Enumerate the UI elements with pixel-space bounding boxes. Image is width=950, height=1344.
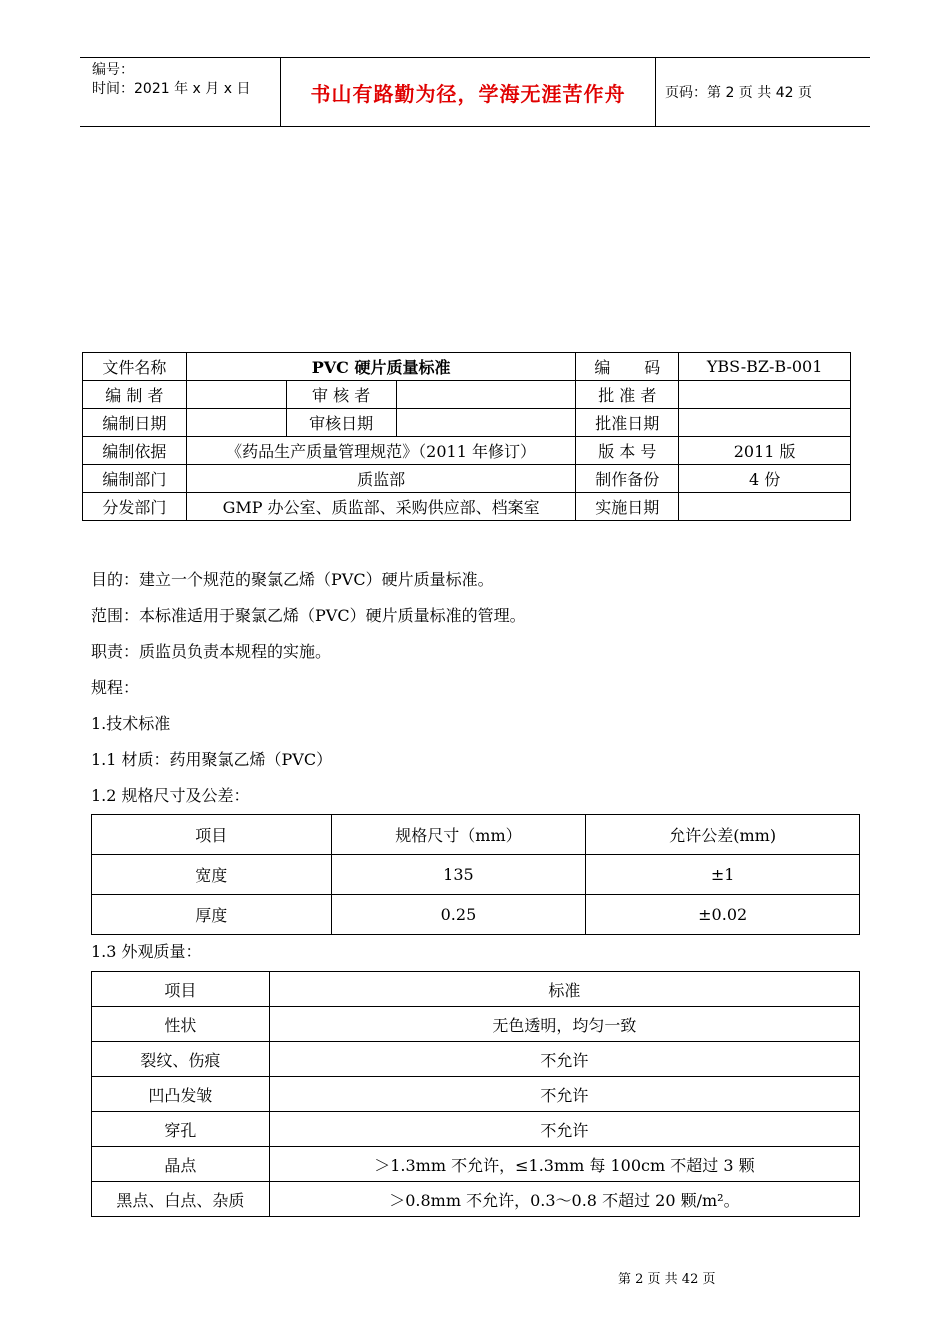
version-value: 2011 版	[679, 437, 851, 465]
header-page-info: 页码：第 2 页 共 42 页	[665, 85, 812, 101]
review-date-value	[396, 409, 576, 437]
table-cell: 性状	[92, 1007, 270, 1042]
reviewer-label: 审 核 者	[286, 381, 396, 409]
purpose-text: 目的：建立一个规范的聚氯乙烯（PVC）硬片质量标准。	[91, 570, 494, 589]
implementation-date-value	[679, 493, 851, 521]
table-row	[83, 353, 851, 381]
author-label: 编 制 者	[83, 381, 187, 409]
column-header: 标准	[269, 972, 859, 1007]
scope-text: 范围：本标准适用于聚氯乙烯（PVC）硬片质量标准的管理。	[91, 606, 526, 625]
copies-value: 4 份	[679, 465, 851, 493]
table-cell: ＞0.8mm 不允许，0.3～0.8 不超过 20 颗/m²。	[269, 1182, 859, 1217]
column-header: 允许公差(mm)	[586, 815, 860, 855]
version-label: 版 本 号	[576, 437, 679, 465]
table-cell: 黑点、白点、杂质	[92, 1182, 270, 1217]
table-cell: 不允许	[269, 1042, 859, 1077]
table-cell: 晶点	[92, 1147, 270, 1182]
header-motto: 书山有路勤为径，学海无涯苦作舟	[280, 58, 656, 126]
dept-label: 编制部门	[83, 465, 187, 493]
dept-value: 质监部	[186, 465, 576, 493]
author-value	[186, 381, 286, 409]
table-cell: 不允许	[269, 1077, 859, 1112]
copies-label: 制作备份	[576, 465, 679, 493]
column-header: 项目	[92, 815, 332, 855]
appearance-heading: 1.3 外观质量：	[91, 942, 202, 961]
table-row	[83, 381, 851, 409]
table-row	[83, 409, 851, 437]
code-label: 编 码	[576, 353, 679, 381]
document-number: 编号：	[92, 62, 134, 78]
code-value: YBS-BZ-B-001	[679, 353, 851, 381]
dimension-table	[91, 814, 860, 935]
document-info-table	[82, 352, 851, 521]
table-cell: 无色透明，均匀一致	[269, 1007, 859, 1042]
document-time: 时间：2021 年 x 月 x 日	[92, 81, 251, 97]
file-name-label: 文件名称	[83, 353, 187, 381]
table-cell: 不允许	[269, 1112, 859, 1147]
section-heading: 1.技术标准	[91, 714, 171, 733]
table-cell: ＞1.3mm 不允许，≤1.3mm 每 100cm 不超过 3 颗	[269, 1147, 859, 1182]
procedure-heading: 规程：	[91, 678, 140, 697]
file-name-value: PVC 硬片质量标准	[186, 353, 576, 381]
table-cell: 0.25	[331, 895, 586, 935]
table-row	[92, 1182, 860, 1217]
implementation-date-label: 实施日期	[576, 493, 679, 521]
approve-date-value	[679, 409, 851, 437]
basis-value: 《药品生产质量管理规范》（2011 年修订）	[186, 437, 576, 465]
table-row	[92, 1077, 860, 1112]
page-header	[80, 57, 870, 127]
table-header-row	[92, 972, 860, 1007]
table-cell: 裂纹、伤痕	[92, 1042, 270, 1077]
table-row	[92, 1147, 860, 1182]
table-header-row	[92, 815, 860, 855]
table-row	[92, 1112, 860, 1147]
table-row	[92, 1042, 860, 1077]
table-row	[83, 465, 851, 493]
table-cell: 宽度	[92, 855, 332, 895]
table-row	[83, 493, 851, 521]
table-cell: 厚度	[92, 895, 332, 935]
column-header: 项目	[92, 972, 270, 1007]
duty-text: 职责：质监员负责本规程的实施。	[91, 642, 332, 661]
approver-label: 批 准 者	[576, 381, 679, 409]
header-meta	[80, 58, 280, 126]
distribution-label: 分发部门	[83, 493, 187, 521]
table-row	[92, 895, 860, 935]
table-cell: 穿孔	[92, 1112, 270, 1147]
table-cell: 135	[331, 855, 586, 895]
approver-value	[679, 381, 851, 409]
column-header: 规格尺寸（mm）	[331, 815, 586, 855]
table-cell: 凹凸发皱	[92, 1077, 270, 1112]
review-date-label: 审核日期	[286, 409, 396, 437]
distribution-value: GMP 办公室、质监部、采购供应部、档案室	[186, 493, 576, 521]
table-row	[92, 1007, 860, 1042]
table-cell: ±1	[586, 855, 860, 895]
appearance-table	[91, 971, 860, 1217]
basis-label: 编制依据	[83, 437, 187, 465]
author-date-value	[186, 409, 286, 437]
table-cell: ±0.02	[586, 895, 860, 935]
table-row	[83, 437, 851, 465]
material-text: 1.1 材质：药用聚氯乙烯（PVC）	[91, 750, 333, 769]
page-footer: 第 2 页 共 42 页	[618, 1272, 716, 1287]
approve-date-label: 批准日期	[576, 409, 679, 437]
dimension-heading: 1.2 规格尺寸及公差：	[91, 786, 250, 805]
reviewer-value	[396, 381, 576, 409]
author-date-label: 编制日期	[83, 409, 187, 437]
table-row	[92, 855, 860, 895]
